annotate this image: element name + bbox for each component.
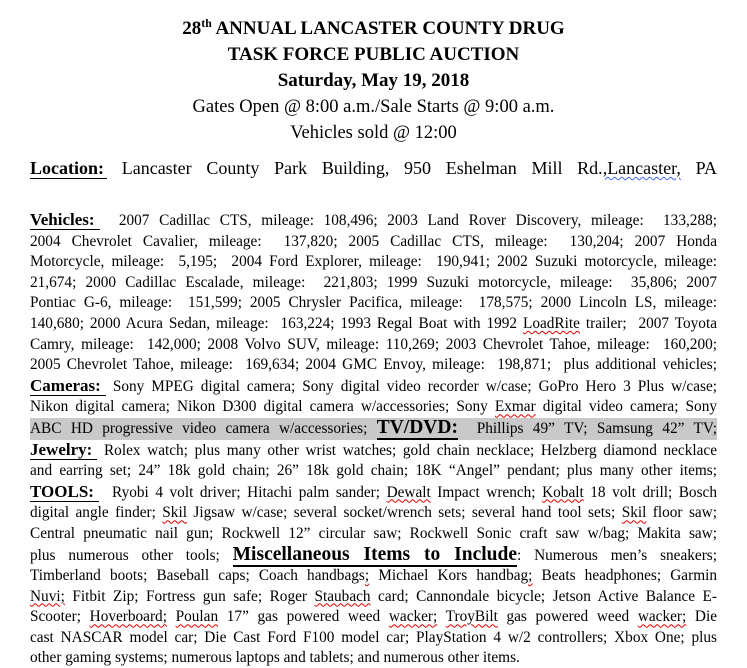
- auction-items-body: [30, 210, 717, 668]
- text-run: cast NASCAR model car; Die Cast Ford F100 model car; PlayStation 4 w/2 controllers; Xbox One; plus: [30, 628, 717, 646]
- squiggle-marked-text: Poulan: [175, 608, 219, 626]
- text-run: 28: [182, 18, 202, 39]
- squiggle-marked-text: Skil: [621, 504, 647, 522]
- vehicles-line-2: [30, 232, 717, 253]
- text-run: and earring set; 24” 18k gold chain; 26” 18k gold chain; 18K “Angel” pendant; plus many other items;: [30, 462, 717, 480]
- text-run: Lancaster County Park Building, 950 Eshelman Mill Rd.: [107, 158, 603, 178]
- vehicles-sold-line: [30, 120, 717, 146]
- squiggle-marked-text: ,Lancaster,: [602, 158, 681, 178]
- squiggle-marked-text: Skil: [162, 504, 187, 522]
- text-run: 2007 Cadillac CTS, mileage: 108,496; 2003 Land Rover Discovery, mileage: 133,288;: [99, 212, 717, 229]
- squiggle-marked-text: wacker;: [388, 608, 438, 626]
- text-run: Fitbit Zip; Fortress gun safe; Roger: [64, 587, 315, 605]
- squiggle-marked-text: ;: [364, 567, 370, 585]
- section-heading: Miscellaneous Items to Include: [232, 543, 518, 565]
- text-run: Die: [686, 608, 717, 626]
- vehicles-line-3: [30, 252, 717, 273]
- squiggle-marked-text: Kobalt: [542, 483, 584, 501]
- text-run: Central pneumatic nail gun; Rockwell 12” circular saw; Rockwell Sonic craft saw w/bag; Makita saw;: [30, 524, 717, 542]
- vehicles-line-5: [30, 293, 717, 314]
- text-run: Beats headphones; Garmin: [532, 567, 717, 585]
- text-run: PA: [680, 158, 717, 178]
- text-run: digital video camera; Sony: [535, 398, 717, 416]
- text-run: [167, 608, 176, 625]
- text-run: Jigsaw w/case; several socket/wrench sets; several hand tool sets;: [186, 504, 622, 522]
- squiggle-marked-text: TroyBilt: [445, 608, 498, 626]
- text-run: Timberland boots; Baseball caps; Coach handbags: [30, 567, 365, 585]
- tools-line-3: [30, 524, 717, 545]
- misc-line-5: [30, 628, 717, 649]
- misc-line-6: [30, 648, 717, 668]
- vehicles-line-1: [30, 210, 717, 232]
- location-block: [30, 157, 717, 179]
- cameras-line-2: [30, 397, 717, 418]
- section-heading: Vehicles:: [30, 210, 100, 230]
- text-run: 18 volt drill; Bosch: [583, 483, 717, 501]
- text-run: 140,680; 2000 Acura Sedan, mileage: 163,224; 1993 Regal Boat with 1992: [30, 314, 523, 332]
- auction-title-line-2: [30, 42, 717, 68]
- text-run: floor saw;: [646, 504, 717, 522]
- misc-line-2: [30, 566, 717, 587]
- text-run: Impact wrench;: [430, 483, 543, 501]
- text-run: Phillips 49” TV; Samsung 42” TV;: [457, 419, 717, 437]
- text-run: : Numerous men’s sneakers;: [517, 546, 717, 564]
- tools-line-2: [30, 503, 717, 524]
- text-run: 17” gas powered weed: [218, 608, 389, 626]
- squiggle-marked-text: Hoverboard;: [89, 608, 167, 626]
- text-run: trailer; 2007 Toyota: [579, 314, 717, 332]
- text-run: Gates Open @ 8:00 a.m./Sale Starts @ 9:00 a.m.: [192, 97, 555, 117]
- text-run: 2004 Chevrolet Cavalier, mileage: 137,820; 2005 Cadillac CTS, mileage: 130,204; 2007 Honda: [30, 232, 717, 250]
- vehicles-line-8: [30, 355, 717, 376]
- text-run: Rolex watch; plus many other wrist watches; gold chain necklace; Helzberg diamond necklace: [97, 441, 717, 459]
- text-run: 21,674; 2000 Cadillac Escalade, mileage: 221,803; 1999 Suzuki motorcycle, mileage: 35,806; 2007: [30, 273, 717, 291]
- text-run: ABC HD progressive video camera w/accessories;: [30, 419, 377, 437]
- vehicles-line-4: [30, 273, 717, 294]
- section-heading: Location:: [30, 158, 107, 179]
- vehicles-line-6: [30, 314, 717, 335]
- text-run: Sony MPEG digital camera; Sony digital video recorder w/case; GoPro Hero 3 Plus w/case;: [105, 377, 717, 395]
- text-run: TASK FORCE PUBLIC AUCTION: [227, 44, 520, 65]
- vehicles-line-7: [30, 335, 717, 356]
- squiggle-marked-text: ;: [528, 567, 533, 585]
- auction-title-line-1: [30, 11, 717, 42]
- section-heading: Jewelry:: [30, 440, 97, 460]
- cameras-line-1: [30, 376, 717, 398]
- misc-line-1: [30, 545, 717, 567]
- jewelry-line-2: [30, 461, 717, 482]
- text-run: other gaming systems; numerous laptops and tablets; and numerous other items.: [30, 649, 520, 667]
- jewelry-line-1: [30, 440, 717, 462]
- text-run: Ryobi 4 volt driver; Hitachi palm sander;: [98, 483, 387, 501]
- text-run: th: [201, 17, 212, 30]
- squiggle-marked-text: wacker;: [637, 608, 687, 626]
- text-run: Nikon digital camera; Nikon D300 digital camera w/accessories; Sony: [30, 398, 495, 416]
- text-run: ANNUAL LANCASTER COUNTY DRUG: [211, 18, 565, 39]
- text-run: Scooter;: [30, 608, 90, 626]
- text-run: Motorcycle, mileage: 5,195; 2004 Ford Explorer, mileage: 190,941; 2002 Suzuki motorcycle, mileage:: [30, 253, 717, 271]
- gates-open-line: [30, 94, 717, 120]
- location-line: [30, 157, 717, 179]
- text-run: Vehicles sold @ 12:00: [290, 123, 457, 143]
- text-run: 2005 Chevrolet Tahoe, mileage: 169,634; 2004 GMC Envoy, mileage: 198,871; plus additional vehicles;: [30, 356, 717, 374]
- section-heading: Cameras:: [30, 376, 106, 396]
- text-run: card; Cannondale bicycle; Jetson Active Balance E-: [370, 587, 717, 605]
- squiggle-marked-text: Nuvi;: [30, 587, 65, 605]
- cameras-tvdvd-highlight-line: [30, 418, 717, 440]
- text-run: Pontiac G-6, mileage: 151,599; 2005 Chrysler Pacifica, mileage: 178,575; 2000 Lincoln LS, mileage:: [30, 294, 717, 312]
- squiggle-marked-text: Exmar: [494, 398, 536, 416]
- squiggle-marked-text: Staubach: [314, 587, 371, 605]
- squiggle-marked-text: Dewalt: [386, 483, 431, 501]
- text-run: digital angle finder;: [30, 504, 163, 522]
- text-run: Saturday, May 19, 2018: [277, 70, 470, 91]
- section-heading: TOOLS:: [30, 482, 99, 502]
- text-run: Camry, mileage: 142,000; 2008 Volvo SUV, mileage: 110,269; 2003 Chevrolet Tahoe, mileage: 160,200;: [30, 335, 717, 353]
- squiggle-marked-text: LoadRite: [523, 314, 580, 332]
- misc-line-3: [30, 587, 717, 608]
- text-run: gas powered weed: [497, 608, 638, 626]
- text-run: plus numerous other tools;: [30, 546, 233, 564]
- tools-line-1: [30, 482, 717, 504]
- document-header: [30, 11, 717, 146]
- auction-date-line: [30, 68, 717, 94]
- section-heading: TV/DVD:: [376, 416, 458, 438]
- text-run: Michael Kors handbag: [369, 567, 529, 585]
- text-run: [437, 608, 445, 625]
- misc-line-4: [30, 607, 717, 628]
